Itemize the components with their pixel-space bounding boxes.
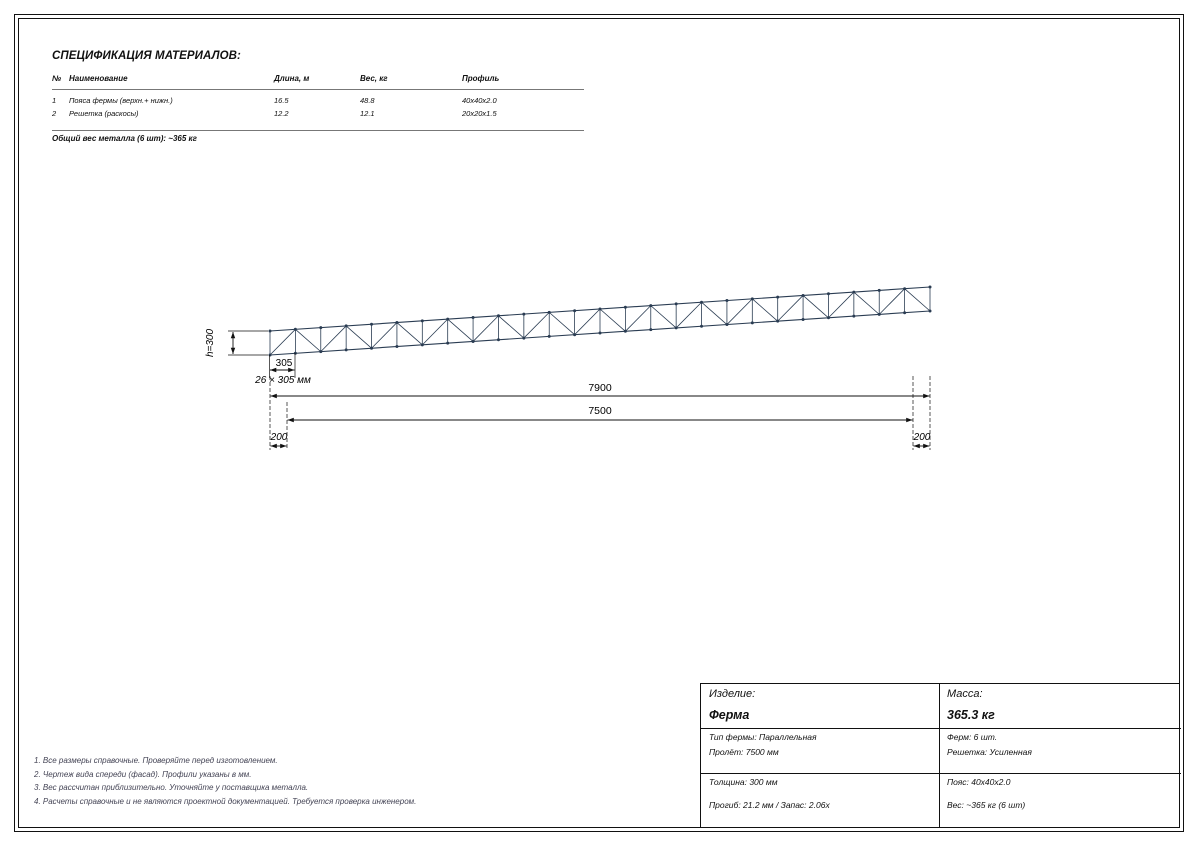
- truss-node: [548, 335, 551, 338]
- height-label: h=300: [205, 328, 216, 358]
- truss-node: [522, 337, 525, 340]
- truss-node: [649, 304, 652, 307]
- truss-node: [776, 296, 779, 299]
- chord-profile: Пояс: 40x40x2.0: [947, 777, 1011, 787]
- truss-node: [751, 297, 754, 300]
- span-label: 7500: [588, 405, 612, 417]
- note-item: 2. Чертеж вида спереди (фасад). Профили указаны в мм.: [34, 769, 252, 779]
- truss-node: [421, 343, 424, 346]
- truss-diagonal: [702, 302, 727, 324]
- truss-diagonal: [600, 309, 625, 331]
- truss-node: [700, 301, 703, 304]
- note-item: 1. Все размеры справочные. Проверяйте перед изготовлением.: [34, 756, 278, 765]
- truss-node: [675, 326, 678, 329]
- truss-node: [649, 328, 652, 331]
- truss-diagonal: [372, 323, 397, 349]
- truss-node: [319, 350, 322, 353]
- truss-node: [573, 309, 576, 312]
- truss-node: [421, 319, 424, 322]
- truss-node: [599, 308, 602, 311]
- spec-cell-length: 16.5: [274, 96, 289, 105]
- note-item: 3. Вес рассчитан приблизительно. Уточняйте у поставщика металла.: [34, 783, 309, 793]
- truss-node: [395, 321, 398, 324]
- truss-node: [878, 289, 881, 292]
- spec-header-no: №: [52, 72, 69, 90]
- truss-span: Пролёт: 7500 мм: [709, 747, 779, 757]
- truss-diagonal: [498, 316, 523, 338]
- spec-cell-no: 1: [52, 96, 57, 105]
- height-dimension: [205, 329, 268, 358]
- truss-node: [802, 294, 805, 297]
- truss-node: [269, 330, 272, 333]
- truss-diagonal: [575, 309, 600, 335]
- title-block: [700, 683, 1180, 828]
- truss-diagonal: [854, 292, 879, 314]
- truss-node: [624, 330, 627, 333]
- truss-diagonal: [803, 295, 828, 317]
- spec-title: СПЕЦИФИКАЦИЯ МАТЕРИАЛОВ:: [52, 50, 241, 62]
- truss-node: [903, 287, 906, 290]
- total-weight-info: Вес: ~365 кг (6 шт): [947, 800, 1026, 810]
- title-block-divider: [701, 728, 1181, 729]
- truss-diagonal: [651, 306, 676, 328]
- spec-cell-no: 2: [52, 107, 69, 131]
- truss-node: [852, 315, 855, 318]
- truss-node: [294, 352, 297, 355]
- title-block-divider: [939, 684, 940, 828]
- truss-node: [725, 299, 728, 302]
- truss-node: [802, 318, 805, 321]
- truss-node: [446, 342, 449, 345]
- truss-node: [827, 316, 830, 319]
- truss-node: [852, 291, 855, 294]
- truss-diagonal: [346, 326, 371, 348]
- truss-node: [472, 340, 475, 343]
- truss-node: [624, 306, 627, 309]
- title-block-divider: [701, 773, 1181, 774]
- truss-node: [929, 286, 932, 289]
- truss-node: [269, 354, 272, 357]
- truss-node: [319, 326, 322, 329]
- length-dimensions: [270, 376, 931, 450]
- truss-node: [497, 314, 500, 317]
- truss-node: [472, 316, 475, 319]
- spec-cell-weight: 48.8: [360, 96, 375, 105]
- spec-header-weight: Вес, кг: [360, 72, 462, 90]
- truss-node: [700, 325, 703, 328]
- spec-header-length: Длина, м: [274, 72, 360, 90]
- lattice-type: Решетка: Усиленная: [947, 747, 1032, 757]
- truss-node: [294, 328, 297, 331]
- spec-cell-length: 12.2: [274, 107, 360, 131]
- truss-elevation: [269, 286, 932, 357]
- truss-count: Ферм: 6 шт.: [947, 732, 998, 742]
- truss-diagonal: [524, 312, 549, 338]
- truss-node: [675, 302, 678, 305]
- truss-diagonal: [879, 289, 904, 315]
- truss-type: Тип фермы: Параллельная: [709, 732, 817, 742]
- truss-node: [522, 313, 525, 316]
- truss-node: [827, 292, 830, 295]
- truss-node: [725, 323, 728, 326]
- truss-node: [903, 311, 906, 314]
- product-label: Изделие:: [709, 688, 756, 700]
- truss-node: [446, 318, 449, 321]
- truss-node: [573, 333, 576, 336]
- support-left-label: 200: [270, 432, 288, 443]
- truss-diagonal: [295, 329, 320, 351]
- spec-cell-profile: 40x40x2.0: [462, 96, 497, 105]
- truss-diagonal: [321, 326, 346, 352]
- spec-cell-weight: 12.1: [360, 107, 462, 131]
- panels-count-label: 26 × 305 мм: [255, 375, 311, 386]
- truss-diagonal: [676, 302, 701, 328]
- truss-diagonal: [549, 312, 574, 334]
- truss-node: [345, 324, 348, 327]
- truss-diagonal: [828, 292, 853, 318]
- mass-label: Масса:: [947, 688, 983, 700]
- truss-node: [497, 338, 500, 341]
- truss-node: [751, 321, 754, 324]
- truss-diagonal: [397, 323, 422, 345]
- deflection-info: Прогиб: 21.2 мм / Запас: 2.06x: [709, 800, 830, 810]
- truss-node: [878, 313, 881, 316]
- mass-value: 365.3 кг: [947, 708, 995, 722]
- general-notes: [34, 754, 416, 808]
- truss-diagonal: [778, 295, 803, 321]
- panel-dimension: [254, 353, 311, 386]
- spec-cell-profile: 20x20x1.5: [462, 107, 584, 131]
- note-item: 4. Расчеты справочные и не являются проектной документацией. Требуется проверка инженером.: [34, 796, 417, 806]
- truss-diagonal: [448, 319, 473, 341]
- support-right-label: 200: [913, 432, 931, 443]
- truss-node: [395, 345, 398, 348]
- product-value: Ферма: [709, 708, 750, 722]
- truss-diagonal: [727, 299, 752, 325]
- truss-diagonal: [473, 316, 498, 342]
- truss-diagonal: [625, 306, 650, 332]
- spec-total-weight: Общий вес металла (6 шт): ~365 кг: [52, 134, 197, 143]
- truss-thickness: Толщина: 300 мм: [709, 777, 778, 787]
- total-length-label: 7900: [588, 382, 612, 394]
- spec-cell-name: Решетка (раскосы): [69, 107, 274, 131]
- spec-cell-name: Пояса фермы (верхн.+ нижн.): [69, 96, 173, 105]
- truss-node: [370, 323, 373, 326]
- truss-diagonal: [270, 329, 295, 355]
- panel-length-label: 305: [275, 358, 293, 369]
- truss-node: [776, 320, 779, 323]
- truss-node: [345, 348, 348, 351]
- spec-header-profile: Профиль: [462, 72, 584, 90]
- truss-diagonal: [422, 319, 447, 345]
- truss-node: [370, 347, 373, 350]
- truss-node: [929, 310, 932, 313]
- truss-diagonal: [752, 299, 777, 321]
- spec-header-name: Наименование: [69, 72, 274, 90]
- truss-node: [548, 311, 551, 314]
- truss-diagonal: [905, 289, 930, 311]
- truss-node: [599, 332, 602, 335]
